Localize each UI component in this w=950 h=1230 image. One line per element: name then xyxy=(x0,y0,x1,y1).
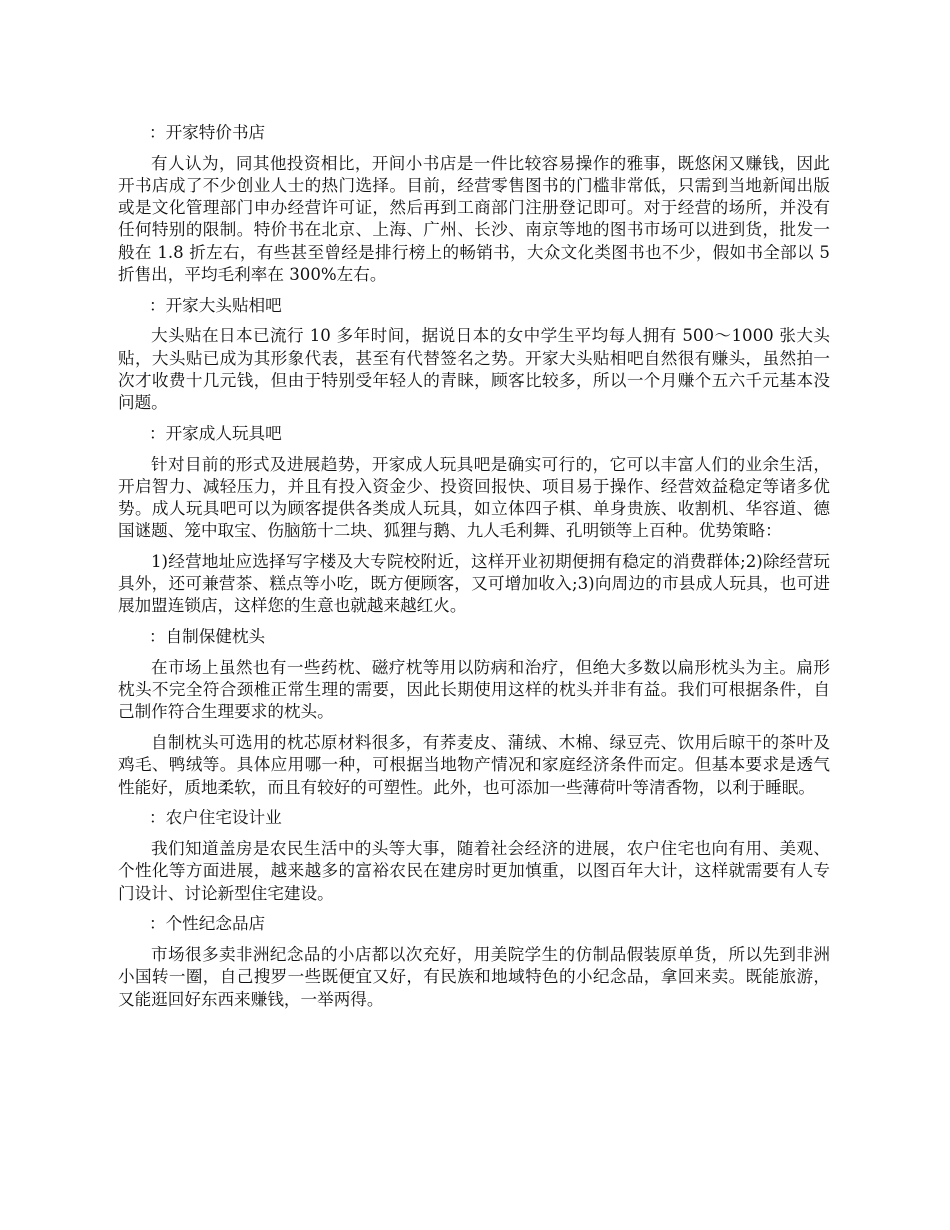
section-paragraph: 我们知道盖房是农民生活中的头等大事，随着社会经济的进展，农户住宅也向有用、美观、个性化等方面进展，越来越多的富裕农民在建房时更加慎重，以图百年大计，这样就需要有人专门设计、讨论新型住宅建设。 xyxy=(118,839,830,903)
section-paragraph: 有人认为，同其他投资相比，开间小书店是一件比较容易操作的雅事，既悠闲又赚钱，因此开书店成了不少创业人士的热门选择。目前，经营零售图书的门槛非常低，只需到当地新闻出版或是文化管理部门申办经营许可证，然后再到工商部门注册登记即可。对于经营的场所，并没有任何特别的限制。特价书在北京、上海、广州、长沙、南京等地的图书市场可以进到货，批发一般在 1.8 折左右，有些甚至曾经是排行榜上的畅销书，大众文化类图书也不少，假如书全部以 5 折售出，平均毛利率在 300%左右。 xyxy=(118,153,830,284)
section-paragraph: 市场很多卖非洲纪念品的小店都以次充好，用美院学生的仿制品假装原单货，所以先到非洲小国转一圈，自己搜罗一些既便宜又好，有民族和地域特色的小纪念品，拿回来卖。既能旅游，又能逛回好东西来赚钱，一举两得。 xyxy=(118,945,830,1009)
section-paragraph: 1)经营地址应选择写字楼及大专院校附近，这样开业初期便拥有稳定的消费群体;2)除经营玩具外，还可兼营茶、糕点等小吃，既方便顾客，又可增加收入;3)向周边的市县成人玩具，也可进展加盟连锁店，这样您的生意也就越来越红火。 xyxy=(118,551,830,616)
section-paragraph: 自制枕头可选用的枕芯原材料很多，有荞麦皮、蒲绒、木棉、绿豆壳、饮用后晾干的茶叶及鸡毛、鸭绒等。具体应用哪一种，可根据当地物产情况和家庭经济条件而定。但基本要求是透气性能好，质地柔软，而且有较好的可塑性。此外，也可添加一些薄荷叶等清香物，以利于睡眠。 xyxy=(118,733,830,797)
section-paragraph: 大头贴在日本已流行 10 多年时间，据说日本的女中学生平均每人拥有 500～1000 张大头贴，大头贴已成为其形象代表，甚至有代替签名之势。开家大头贴相吧自然很有赚头，虽然拍一次才收费十几元钱，但由于特别受年轻人的青睐，顾客比较多，所以一个月赚个五六千元基本没问题。 xyxy=(118,326,830,412)
section-heading: ：个性纪念品店 xyxy=(149,914,266,934)
section-heading: ：自制保健枕头 xyxy=(149,627,266,647)
section-paragraph: 针对目前的形式及进展趋势，开家成人玩具吧是确实可行的，它可以丰富人们的业余生活，开启智力、减轻压力，并且有投入资金少、投资回报快、项目易于操作、经营效益稳定等诸多优势。成人玩具吧可以为顾客提供各类成人玩具，如立体四子棋、单身贵族、收割机、华容道、德国谜题、笼中取宝、伤脑筋十二块、狐狸与鹅、九人毛利舞、孔明锁等上百种。优势策略： xyxy=(118,454,830,541)
section-heading: ：农户住宅设计业 xyxy=(149,808,282,828)
section-paragraph: 在市场上虽然也有一些药枕、磁疗枕等用以防病和治疗，但绝大多数以扁形枕头为主。扁形枕头不完全符合颈椎正常生理的需要，因此长期使用这样的枕头并非有益。我们可根据条件，自己制作符合生理要求的枕头。 xyxy=(118,657,830,722)
section-heading: ：开家特价书店 xyxy=(149,123,266,142)
section-heading: ：开家成人玩具吧 xyxy=(149,423,282,443)
section-heading: ：开家大头贴相吧 xyxy=(149,295,282,315)
document-body xyxy=(118,122,830,1011)
